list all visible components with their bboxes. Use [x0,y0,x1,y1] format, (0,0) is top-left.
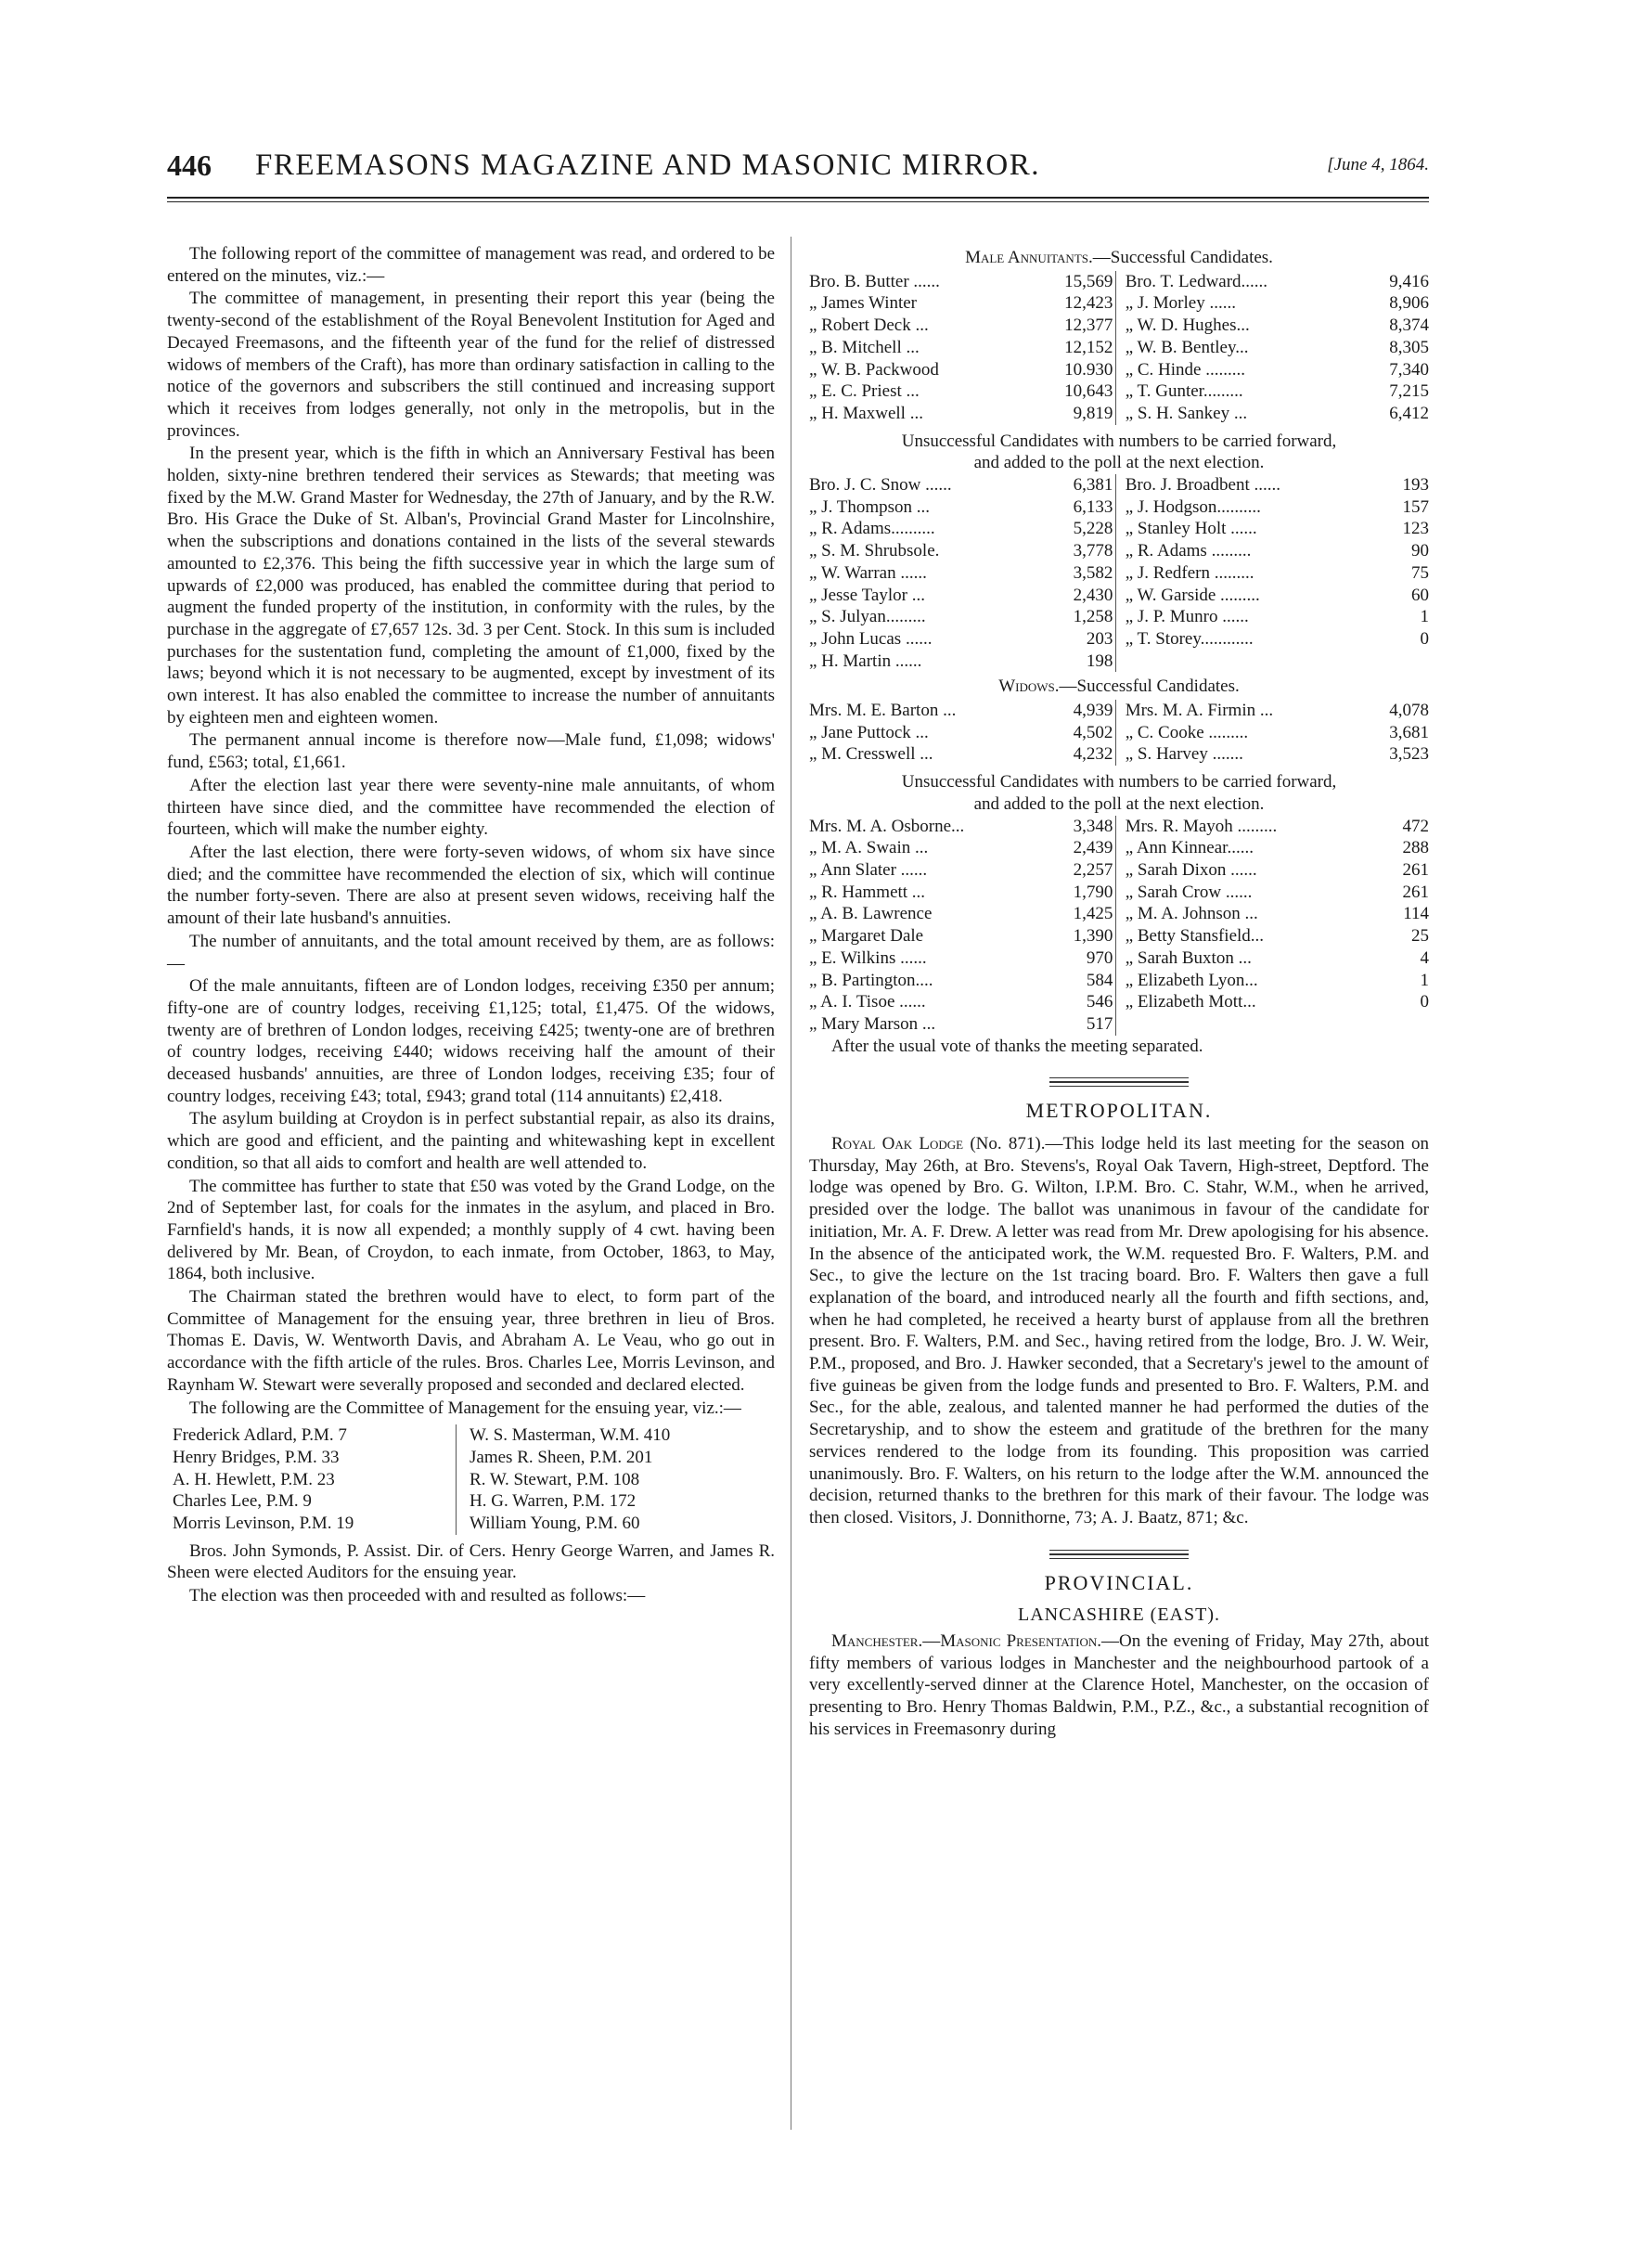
candidate-row [809,837,1113,859]
vote-count: 3,348 [1073,816,1113,836]
candidate-name: „ S. H. Sankey ... [1125,403,1248,423]
header-rule [167,197,1429,199]
vote-count: 8,305 [1389,337,1429,357]
poll-note: and added to the poll at the next election. [973,453,1265,473]
paragraph: The committee of management, in presenting their report this year (being the twenty-second of the establishment of the Royal Benevolent Institution for Aged and Decayed Freemasons, and the fifteenth year of the fund for the relief of distressed widows of members of the Craft), has more than ordinary satisfaction in calling to the notice of the governors and subscribers the still continued and increasing support which it receives from lodges generally, not only in the metropolis, but in the provinces. [167,289,775,441]
candidate-name: „ R. Adams.......... [809,519,935,539]
committee-member: Frederick Adlard, P.M. 7 [173,1425,347,1446]
unsuccessful-note: Unsuccessful Candidates with numbers to be carried forward, [901,772,1337,793]
candidate-name: „ H. Maxwell ... [809,403,923,423]
candidate-name: Mrs. M. A. Osborne... [809,816,965,836]
candidate-name: „ W. B. Bentley... [1125,337,1249,357]
list-column [1115,816,1429,1036]
widows-unsuccessful-list [809,816,1429,1036]
metropolitan-heading: METROPOLITAN. [1025,1099,1213,1123]
paragraph: The asylum building at Croydon is in perfect substantial repair, as also its drains, which are good and efficient, and the painting and whitewashing kept in excellent condition, so that all aids to comfort and health are well attended to. [167,1109,775,1173]
candidate-name: „ J. P. Munro ...... [1125,607,1249,627]
vote-count: 9,416 [1389,271,1429,291]
candidate-row [809,651,1113,673]
candidate-row [1126,315,1429,337]
vote-count: 970 [1086,947,1113,968]
section-ornament [1049,1550,1189,1559]
royal-oak-report [809,1133,1429,1529]
candidate-name: Mrs. R. Mayoh ......... [1125,816,1278,836]
vote-count: 546 [1086,992,1113,1012]
paragraph: The committee has further to state that £50 was voted by the Grand Lodge, on the 2nd of September last, for coals for the inmates in the asylum, and placed in Bro. Farnfield's hands, it is now all expended; a monthly supply of 4 cwt. having been delivered by Mr. Bean, of Croydon, to each inmate, from October, 1863, to May, 1864, both inclusive. [167,1176,775,1284]
vote-count: 0 [1420,992,1429,1012]
committee-member: A. H. Hewlett, P.M. 23 [173,1469,335,1489]
candidate-name: „ S. Julyan......... [809,607,926,627]
vote-count: 1,790 [1073,882,1113,902]
candidate-name: „ Ann Kinnear...... [1125,838,1254,858]
candidate-name: „ C. Cooke ......... [1125,722,1249,742]
vote-count: 75 [1411,562,1429,583]
vote-count: 12,423 [1064,293,1113,314]
vote-count: 25 [1411,926,1429,947]
candidate-row [809,903,1113,925]
candidate-name: „ W. Warran ...... [809,562,927,583]
paragraph: Of the male annuitants, fifteen are of London lodges, receiving £350 per annum; fifty-one are of country lodges, receiving £1,125; total, £1,475. Of the widows, twenty are of brethren of London lodges, receiving £425; twenty-one are of brethren of country lodges, receiving £440; widows receiving half the amount of their deceased husbands' annuities, are three of London lodges, receiving £35; four of country lodges, receiving £43; total, £943; grand total (114 annuitants) £2,418. [167,976,775,1106]
vote-count: 472 [1402,816,1429,836]
candidate-row [1126,925,1429,947]
candidate-name: „ Elizabeth Lyon... [1125,970,1258,990]
candidate-row [809,496,1113,519]
list-column [809,271,1113,425]
vote-count: 114 [1403,904,1429,924]
vote-count: 1,425 [1073,904,1113,924]
list-column [809,474,1113,672]
vote-count: 1 [1420,607,1429,627]
candidate-row [809,606,1113,628]
candidate-row [1126,496,1429,519]
candidate-row [809,292,1113,315]
candidate-row [1126,359,1429,381]
header-rule-thin [167,201,1429,202]
report-lead: Manchester.—Masonic Presentation. [831,1631,1101,1652]
candidate-name: „ S. M. Shrubsole. [809,541,940,561]
heading-suffix: —Successful Candidates. [1059,677,1240,697]
candidate-row [809,315,1113,337]
candidate-name: „ Sarah Crow ...... [1125,882,1253,902]
paragraph: In the present year, which is the fifth in which an Anniversary Festival has been holden, sixty-nine brethren tendered their services as Stewards; that meeting was fixed by the M.W. Grand Master for Wednesday, the 27th of January, and by the R.W. Bro. His Grace the Duke of St. Alban's, Provincial Grand Master for Lincolnshire, when the subscriptions and donations contained in the lists of the several stewards amounted to £2,376. This being the fifth successive year in which the large sum of upwards of £2,000 was produced, has enabled the committee during that period to augment the funded property of the institution, in conformity with the rules, by the purchase in the aggregate of £7,657 12s. 3d. 3 per Cent. Stock. In this sum is included purchases for the sustentation fund, completing the amount of £1,000, fixed by the laws; beyond which it is not necessary to be augmented, except by investment of its own interest. It has also enabled the committee to increase the number of annuitants by eighteen men and eighteen women. [167,444,775,728]
vote-count: 157 [1402,496,1429,517]
candidate-row [1126,518,1429,540]
vote-count: 3,523 [1389,744,1429,765]
vote-count: 193 [1402,475,1429,496]
candidate-row [809,403,1113,425]
vote-count: 4,939 [1073,701,1113,721]
vote-count: 2,430 [1073,585,1113,605]
candidate-row [1126,837,1429,859]
candidate-name: „ J. Thompson ... [809,496,931,517]
vote-count: 261 [1402,882,1429,902]
poll-note: and added to the poll at the next election. [973,793,1265,814]
vote-count: 12,152 [1064,337,1113,357]
vote-count: 261 [1402,859,1429,880]
paragraph: The following report of the committee of management was read, and ordered to be entered on the minutes, viz.:— [167,244,775,286]
candidate-name: „ R. Adams ......... [1125,541,1252,561]
candidate-row [809,882,1113,904]
candidate-row [1126,585,1429,607]
heading-suffix: —Successful Candidates. [1092,248,1273,267]
vote-count: 60 [1411,585,1429,605]
list-column [1115,474,1429,672]
committee-column [456,1424,771,1535]
unsuccessful-note: Unsuccessful Candidates with numbers to be carried forward, [901,431,1337,451]
candidate-row [809,816,1113,838]
candidate-row [1126,970,1429,992]
candidate-name: Mrs. M. A. Firmin ... [1125,701,1274,721]
candidate-row [1126,337,1429,359]
vote-count: 7,215 [1389,381,1429,402]
closing-line: After the usual vote of thanks the meeting separated. [831,1036,1203,1056]
candidate-row [1126,743,1429,766]
vote-count: 198 [1086,651,1113,671]
candidate-name: „ M. A. Swain ... [809,838,929,858]
candidate-name: Mrs. M. E. Barton ... [809,701,957,721]
candidate-name: „ A. B. Lawrence [809,904,933,924]
candidate-name: „ Sarah Buxton ... [1125,947,1252,968]
lodge-name: Royal Oak Lodge [831,1134,964,1154]
candidate-row [1126,903,1429,925]
candidate-name: Bro. T. Ledward...... [1125,271,1268,291]
candidate-name: „ W. D. Hughes... [1125,316,1250,336]
male-annuitants-heading [809,247,1429,269]
paragraph: Bros. John Symonds, P. Assist. Dir. of Cers. Henry George Warren, and James R. Sheen were elected Auditors for the ensuing year. [167,1540,775,1583]
candidate-row [1126,700,1429,722]
candidate-row [809,700,1113,722]
vote-count: 1 [1420,970,1429,990]
candidate-name: „ Betty Stansfield... [1125,926,1265,947]
male-successful-list [809,271,1429,425]
candidate-row [1126,562,1429,585]
committee-member: William Young, P.M. 60 [470,1514,640,1534]
paragraph: The number of annuitants, and the total amount received by them, are as follows:— [167,931,775,973]
committee-member: W. S. Masterman, W.M. 410 [470,1425,671,1446]
candidate-name: „ E. Wilkins ...... [809,947,927,968]
candidate-row [809,474,1113,496]
list-column [809,700,1113,766]
widows-heading [809,676,1429,698]
candidate-row [1126,403,1429,425]
vote-count: 6,412 [1389,403,1429,423]
candidate-row [809,585,1113,607]
candidate-row [1126,991,1429,1013]
list-column [1115,700,1429,766]
candidate-name: „ James Winter [809,293,918,314]
committee-member: Henry Bridges, P.M. 33 [173,1447,340,1467]
candidate-row [1126,628,1429,651]
vote-count: 6,381 [1073,475,1113,496]
committee-list [173,1424,775,1535]
candidate-row [809,518,1113,540]
vote-count: 3,582 [1073,562,1113,583]
candidate-name: „ J. Hodgson.......... [1125,496,1261,517]
candidate-name: „ Ann Slater ...... [809,859,928,880]
vote-count: 8,374 [1389,316,1429,336]
candidate-row [1126,859,1429,882]
committee-member: R. W. Stewart, P.M. 108 [470,1469,640,1489]
candidate-name: „ Elizabeth Mott... [1125,992,1256,1012]
left-column [167,243,775,1608]
vote-count: 517 [1086,1013,1113,1034]
candidate-row [809,1013,1113,1036]
candidate-row [809,859,1113,882]
candidate-name: „ Robert Deck ... [809,316,929,336]
vote-count: 2,257 [1073,859,1113,880]
candidate-row [809,925,1113,947]
vote-count: 4 [1420,947,1429,968]
vote-count: 4,078 [1389,701,1429,721]
candidate-name: „ B. Mitchell ... [809,337,920,357]
candidate-name: „ M. A. Johnson ... [1125,904,1258,924]
candidate-row [809,380,1113,403]
candidate-name: „ R. Hammett ... [809,882,926,902]
candidate-row [1126,882,1429,904]
candidate-name: „ Jesse Taylor ... [809,585,925,605]
paragraph: After the last election, there were forty-seven widows, of whom six have since died; and the committee have recommended the election of six, which will continue the number forty-seven. There are also at present seven widows, receiving half the amount of their late husband's annuities. [167,842,775,929]
paragraph: The permanent annual income is therefore now—Male fund, £1,098; widows' fund, £563; total, £1,661. [167,730,775,773]
committee-member: H. G. Warren, P.M. 172 [470,1491,637,1512]
vote-count: 288 [1402,838,1429,858]
vote-count: 5,228 [1073,519,1113,539]
paragraph: The Chairman stated the brethren would have to elect, to form part of the Committee of Management for the ensuing year, three brethren in lieu of Bros. Thomas E. Davis, W. Wentworth Davis, and Abraham A. Le Veau, who go out in accordance with the fifth article of the rules. Bros. Charles Lee, Morris Levinson, and Raynham W. Stewart were severally proposed and seconded and declared elected. [167,1287,775,1395]
widows-successful-list [809,700,1429,766]
candidate-row [1126,474,1429,496]
candidate-name: „ S. Harvey ....... [1125,744,1243,765]
vote-count: 2,439 [1073,838,1113,858]
paragraph: After the election last year there were seventy-nine male annuitants, of whom thirteen have since died, and the committee have recommended the election of fourteen, which will make the number eighty. [167,775,775,840]
candidate-row [809,540,1113,562]
candidate-name: „ W. B. Packwood [809,359,939,380]
right-column [809,243,1429,1742]
section-ornament [1049,1077,1189,1087]
vote-count: 3,681 [1389,722,1429,742]
candidate-name: „ John Lucas ...... [809,628,933,649]
candidate-row [809,628,1113,651]
issue-date: [June 4, 1864. [1327,155,1429,174]
candidate-row [809,947,1113,970]
masthead [167,139,1429,186]
manchester-report [809,1630,1429,1741]
committee-member: Morris Levinson, P.M. 19 [173,1514,354,1534]
vote-count: 15,569 [1064,271,1113,291]
vote-count: 12,377 [1064,316,1113,336]
candidate-row [809,722,1113,744]
paragraph: The following are the Committee of Management for the ensuing year, viz.:— [189,1398,741,1418]
report-text: (No. 871).—This lodge held its last meeting for the season on Thursday, May 26th, at Bro. Stevens's, Royal Oak Tavern, High-street, Deptford. The lodge was opened by Bro. G. Wilton, I.P.M. Bro. C. Stahr, W.M., when he arrived, presided over the lodge. The ballot was unanimous in favour of the candidate for initiation, Mr. A. F. Drew. A letter was read from Mr. Drew apologising for his absence. In the absence of the anticipated work, the W.M. requested Bro. F. Walters, P.M. and Sec., to give the lecture on the 1st tracing board. Bro. F. Walters then gave a full explanation of the board, and introduced nearly all the fourth and fifth sections, and, when he had completed, he received a hearty burst of applause from all the brethren present. Bro. F. Walters, P.M. and Sec., having retired from the lodge, Bro. J. W. Weir, P.M., proposed, and Bro. J. Hawker seconded, that a Secretary's jewel to the amount of five guineas be given from the lodge funds and presented to Bro. F. Walters, P.M. and Sec., for the able, zealous, and talented manner he had performed the duties of the Secretaryship, and to show the esteem and gratitude of the brethren for the many services rendered to the lodge from its founding. This proposition was carried unanimously. Bro. F. Walters, on his return to the lodge after the W.M. announced the decision, returned thanks to the brethren for this mark of their favour. The lodge was then closed. Visitors, J. Donnithorne, 73; A. J. Baatz, 871; &c. [809,1134,1430,1527]
vote-count: 1,258 [1073,607,1113,627]
candidate-name: „ T. Gunter......... [1125,381,1243,402]
candidate-name: „ Stanley Holt ...... [1125,519,1257,539]
committee-column [173,1424,456,1535]
candidate-name: Bro. B. Butter ...... [809,271,940,291]
candidate-row [1126,816,1429,838]
widows-label: Widows. [998,677,1060,697]
candidate-name: „ J. Redfern ......... [1125,562,1254,583]
publication-title: FREEMASONS MAGAZINE AND MASONIC MIRROR. [255,148,1041,182]
candidate-name: „ T. Storey............ [1125,628,1254,649]
candidate-name: „ B. Partington.... [809,970,933,990]
provincial-heading: PROVINCIAL. [1044,1570,1194,1594]
vote-count: 4,232 [1073,744,1113,765]
candidate-name: „ W. Garside ......... [1125,585,1260,605]
vote-count: 10.930 [1064,359,1113,380]
candidate-name: „ Sarah Dixon ...... [1125,859,1257,880]
vote-count: 203 [1086,628,1113,649]
candidate-name: „ J. Morley ...... [1125,293,1236,314]
candidate-row [1126,947,1429,970]
candidate-row [1126,271,1429,293]
candidate-row [809,743,1113,766]
candidate-name: „ A. I. Tisoe ...... [809,992,926,1012]
male-unsuccessful-list [809,474,1429,672]
candidate-row [809,970,1113,992]
report-text: —On the evening of Friday, May 27th, about fifty members of various lodges in Manchester and the neighbourhood partook of a very excellently-served dinner at the Clarence Hotel, Manchester, on the occasion of presenting to Bro. Henry Thomas Baldwin, P.M., P.Z., &c., a substantial recognition of his services in Freemasonry during [809,1631,1429,1739]
list-column [809,816,1113,1036]
candidate-name: Bro. J. C. Snow ...... [809,475,952,496]
vote-count: 7,340 [1389,359,1429,380]
candidate-row [809,359,1113,381]
candidate-name: „ C. Hinde ......... [1125,359,1245,380]
list-column [1115,271,1429,425]
candidate-row [809,562,1113,585]
candidate-row [1126,722,1429,744]
candidate-row [809,991,1113,1013]
vote-count: 8,906 [1389,293,1429,314]
vote-count: 584 [1086,970,1113,990]
candidate-name: „ Mary Marson ... [809,1013,936,1034]
vote-count: 6,133 [1073,496,1113,517]
page-number: 446 [167,148,212,182]
candidate-name: „ E. C. Priest ... [809,381,920,402]
vote-count: 3,778 [1073,541,1113,561]
committee-member: James R. Sheen, P.M. 201 [470,1447,653,1467]
vote-count: 9,819 [1073,403,1113,423]
male-annuitants-label: Male Annuitants. [965,248,1093,267]
candidate-row [1126,606,1429,628]
candidate-row [1126,380,1429,403]
vote-count: 1,390 [1073,926,1113,947]
candidate-name: Bro. J. Broadbent ...... [1125,475,1280,496]
vote-count: 10,643 [1064,381,1113,402]
candidate-row [809,337,1113,359]
candidate-name: „ M. Cresswell ... [809,744,933,765]
paragraph: The election was then proceeded with and resulted as follows:— [189,1586,646,1606]
candidate-row [1126,292,1429,315]
candidate-row [809,271,1113,293]
candidate-name: „ Jane Puttock ... [809,722,929,742]
candidate-row [1126,540,1429,562]
candidate-name: „ H. Martin ...... [809,651,922,671]
committee-member: Charles Lee, P.M. 9 [173,1491,312,1512]
lancashire-heading: LANCASHIRE (EAST). [1018,1604,1220,1626]
vote-count: 0 [1420,628,1429,649]
vote-count: 90 [1411,541,1429,561]
vote-count: 4,502 [1073,722,1113,742]
candidate-name: „ Margaret Dale [809,926,924,947]
vote-count: 123 [1402,519,1429,539]
